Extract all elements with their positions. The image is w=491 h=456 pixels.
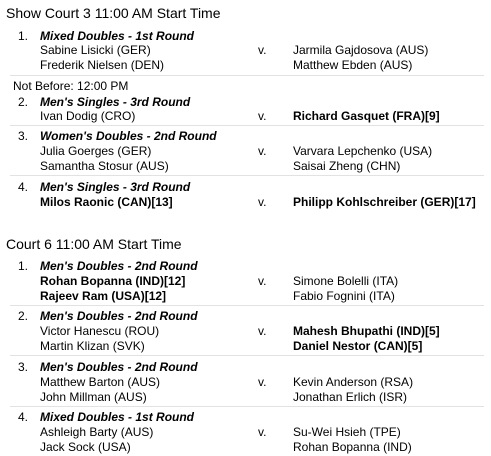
player-right: Jarmila Gajdosova (AUS)	[293, 43, 429, 57]
match-number: 4.	[18, 180, 29, 194]
court-title: Show Court 3 11:00 AM Start Time	[6, 5, 221, 21]
player-right-winner: Philipp Kohlschreiber (GER)[17]	[293, 195, 476, 209]
player-left: Jack Sock (USA)	[40, 440, 131, 454]
match-number: 1.	[18, 29, 29, 43]
separator	[10, 406, 484, 407]
player-right: Su-Wei Hsieh (TPE)	[293, 425, 401, 439]
match-number: 2.	[18, 309, 29, 323]
versus: v.	[258, 324, 267, 338]
player-right: Varvara Lepchenko (USA)	[293, 144, 433, 158]
separator	[10, 305, 484, 306]
round-title: Men's Singles - 3rd Round	[40, 95, 191, 109]
player-right-winner: Richard Gasquet (FRA)[9]	[293, 109, 440, 123]
match-number: 3.	[18, 129, 29, 143]
versus: v.	[258, 375, 267, 389]
match-number: 4.	[18, 410, 29, 424]
player-right: Jonathan Erlich (ISR)	[293, 390, 408, 404]
match-number: 1.	[18, 259, 29, 273]
player-left-winner: Rohan Bopanna (IND)[12]	[40, 274, 186, 288]
round-title: Men's Doubles - 2nd Round	[40, 259, 198, 273]
separator	[10, 125, 484, 126]
player-left: Ashleigh Barty (AUS)	[40, 425, 154, 439]
player-left: Martin Klizan (SVK)	[40, 339, 145, 353]
separator	[10, 175, 484, 176]
versus: v.	[258, 144, 267, 158]
player-left-winner: Milos Raonic (CAN)[13]	[40, 195, 173, 209]
versus: v.	[258, 274, 267, 288]
player-left: Matthew Barton (AUS)	[40, 375, 161, 389]
player-left-winner: Rajeev Ram (USA)[12]	[40, 289, 167, 303]
separator	[10, 75, 484, 76]
player-right: Kevin Anderson (RSA)	[293, 375, 414, 389]
versus: v.	[258, 109, 267, 123]
player-right: Matthew Ebden (AUS)	[293, 58, 413, 72]
round-title: Mixed Doubles - 1st Round	[40, 410, 195, 424]
player-left: Victor Hanescu (ROU)	[40, 324, 160, 338]
round-title: Men's Singles - 3rd Round	[40, 180, 191, 194]
player-right-winner: Daniel Nestor (CAN)[5]	[293, 339, 423, 353]
player-left: Ivan Dodig (CRO)	[40, 109, 136, 123]
player-left: Julia Goerges (GER)	[40, 144, 152, 158]
player-right: Fabio Fognini (ITA)	[293, 289, 395, 303]
versus: v.	[258, 425, 267, 439]
round-title: Women's Doubles - 2nd Round	[40, 129, 217, 143]
player-left: Samantha Stosur (AUS)	[40, 159, 169, 173]
round-title: Men's Doubles - 2nd Round	[40, 360, 198, 374]
round-title: Mixed Doubles - 1st Round	[40, 29, 195, 43]
versus: v.	[258, 43, 267, 57]
player-right: Simone Bolelli (ITA)	[293, 274, 399, 288]
court-title: Court 6 11:00 AM Start Time	[6, 236, 182, 252]
round-title: Men's Doubles - 2nd Round	[40, 309, 198, 323]
player-left: Frederik Nielsen (DEN)	[40, 58, 165, 72]
versus: v.	[258, 195, 267, 209]
match-number: 2.	[18, 95, 29, 109]
player-right-winner: Mahesh Bhupathi (IND)[5]	[293, 324, 440, 338]
player-left: Sabine Lisicki (GER)	[40, 43, 151, 57]
not-before-note: Not Before: 12:00 PM	[13, 79, 129, 93]
player-right: Saisai Zheng (CHN)	[293, 159, 401, 173]
separator	[10, 355, 484, 356]
player-left: John Millman (AUS)	[40, 390, 147, 404]
player-right: Rohan Bopanna (IND)	[293, 440, 412, 454]
match-number: 3.	[18, 360, 29, 374]
